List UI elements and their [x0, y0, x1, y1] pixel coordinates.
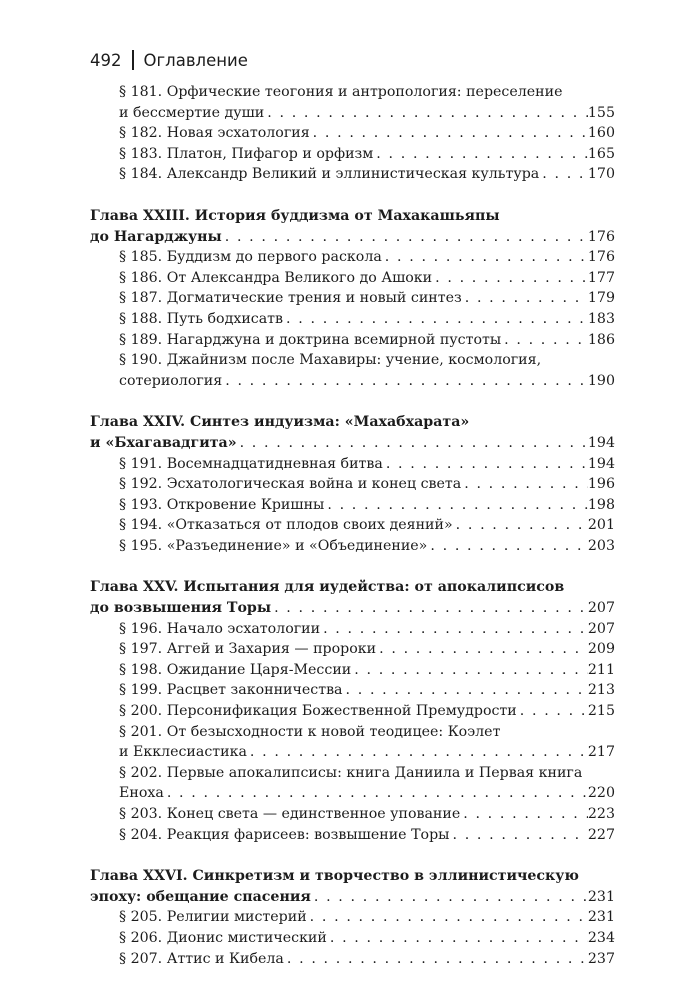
entry-text: § 192. Эсхатологическая война и конец света: [119, 476, 462, 493]
entry-line-last: [90, 907, 615, 928]
entry-line-last: [90, 515, 615, 536]
entry-line: [90, 722, 615, 743]
page-ref: 209: [587, 641, 615, 658]
entry-line-last: [90, 495, 615, 516]
entry-line-last: [90, 536, 615, 557]
toc-entry: [90, 454, 615, 475]
entry-text: до Нагарджуны: [90, 228, 222, 245]
dot-leader: [539, 164, 588, 185]
entry-line-last: [90, 928, 615, 949]
entry-text: Глава XXIV. Синтез индуизма: «Махабхарата»: [90, 414, 470, 431]
dot-leader: [460, 804, 588, 825]
entry-text: § 189. Нагарджуна и доктрина всемирной пустоты: [119, 331, 502, 348]
section-title: Оглавление: [143, 50, 248, 70]
page-ref: 186: [587, 331, 615, 348]
toc-entry: [90, 722, 615, 763]
chapter-block: [90, 412, 615, 556]
entry-text: § 190. Джайнизм после Махавиры: учение, космология,: [119, 352, 542, 369]
entry-line-last: [90, 103, 615, 124]
entry-line-last: [90, 742, 615, 763]
dot-leader: [284, 949, 588, 970]
entry-text: Глава XXIII. История буддизма от Махакашьяпы: [90, 207, 500, 224]
dot-leader: [461, 474, 588, 495]
chapter-title-line: [90, 577, 615, 598]
dot-leader: [271, 598, 588, 619]
page-ref: 227: [587, 826, 615, 843]
entry-text: § 200. Персонификация Божественной Премудрости: [119, 703, 517, 720]
entry-line-last: [90, 330, 615, 351]
toc-entry: [90, 639, 615, 660]
page-ref: 155: [587, 104, 615, 121]
entry-line-last: [90, 288, 615, 309]
chapter-block: [90, 206, 615, 391]
entry-text: § 184. Александр Великий и эллинистическая культура: [119, 166, 540, 183]
entry-text: § 186. От Александра Великого до Ашоки: [119, 269, 433, 286]
entry-text: § 202. Первые апокалипсисы: книга Даниила и Первая книга: [119, 764, 583, 781]
entry-text: Глава XXV. Испытания для иудейства: от апокалипсисов: [90, 579, 565, 596]
dot-leader: [327, 928, 588, 949]
dot-leader: [343, 680, 588, 701]
dot-leader: [247, 742, 588, 763]
entry-text: § 191. Восемнадцатидневная битва: [119, 455, 383, 472]
entry-line-last: [90, 825, 615, 846]
page-ref: 176: [587, 228, 615, 245]
dot-leader: [324, 495, 588, 516]
page-ref: 194: [587, 455, 615, 472]
entry-line: [90, 82, 615, 103]
entry-text: и «Бхагавадгита»: [90, 434, 237, 451]
toc-entry: [90, 536, 615, 557]
page-ref: 177: [587, 269, 615, 286]
toc-entry: [90, 949, 615, 970]
chapter-title: [90, 598, 615, 619]
dot-leader: [320, 619, 588, 640]
entry-text: § 196. Начало эсхатологии: [119, 620, 321, 637]
entry-text: § 181. Орфические теогония и антропология: переселение: [119, 84, 563, 100]
page-ref: 179: [587, 290, 615, 307]
toc-entry: [90, 495, 615, 516]
dot-leader: [307, 907, 588, 928]
chapter-title: [90, 433, 615, 454]
entry-line-last: [90, 639, 615, 660]
dot-leader: [427, 536, 588, 557]
entry-line-last: [90, 164, 615, 185]
dot-leader: [383, 454, 588, 475]
entry-line-last: [90, 949, 615, 970]
dot-leader: [283, 309, 588, 330]
dot-leader: [373, 144, 588, 165]
toc-entry: [90, 164, 615, 185]
page-ref: 223: [587, 806, 615, 822]
entry-text: § 188. Путь бодхисатв: [119, 310, 284, 327]
dot-leader: [222, 371, 588, 392]
entry-text: § 182. Новая эсхатология: [119, 125, 310, 142]
entry-text: § 204. Реакция фарисеев: возвышение Торы: [119, 826, 450, 843]
page-ref: 201: [587, 517, 615, 534]
entry-text: § 198. Ожидание Царя-Мессии: [119, 661, 352, 678]
entry-text: § 203. Конец света — единственное упование: [119, 806, 461, 822]
dot-leader: [264, 103, 588, 124]
entry-text: § 201. От безысходности к новой теодицее: Коэлет: [119, 723, 501, 740]
toc-entry: [90, 907, 615, 928]
chapter-block: [90, 82, 615, 185]
entry-text: § 195. «Разъединение» и «Объединение»: [119, 537, 428, 554]
dot-leader: [164, 783, 588, 804]
entry-line-last: [90, 268, 615, 289]
chapter-title-line: [90, 206, 615, 227]
chapter-title-line: [90, 412, 615, 433]
entry-text: Еноха: [119, 785, 164, 802]
dot-leader: [449, 825, 587, 846]
page-ref: 213: [587, 682, 615, 699]
toc-entry: [90, 701, 615, 722]
toc-entry: [90, 515, 615, 536]
page-ref: 207: [587, 600, 615, 617]
entry-text: до возвышения Торы: [90, 600, 272, 617]
page-ref: 211: [587, 661, 615, 678]
entry-text: § 205. Религии мистерий: [119, 909, 307, 926]
toc-entry: [90, 82, 615, 123]
toc-entry: [90, 268, 615, 289]
chapter-block: [90, 866, 615, 969]
dot-leader: [351, 660, 588, 681]
entry-line-last: [90, 680, 615, 701]
page-ref: 170: [587, 166, 615, 183]
entry-line-last: [90, 454, 615, 475]
entry-line-last: [90, 144, 615, 165]
dot-leader: [453, 515, 588, 536]
entry-text: § 185. Буддизм до первого раскола: [119, 249, 382, 266]
toc-entry: [90, 763, 615, 804]
entry-text: § 197. Аггей и Захария — пророки: [119, 641, 377, 658]
entry-text: § 207. Аттис и Кибела: [119, 950, 284, 967]
page-number: 492: [90, 50, 122, 70]
chapter-block: [90, 577, 615, 845]
dot-leader: [311, 887, 588, 908]
entry-line-last: [90, 371, 615, 392]
dot-leader: [222, 227, 588, 248]
page-ref: 220: [587, 785, 615, 802]
page-ref: 231: [587, 909, 615, 926]
dot-leader: [382, 247, 588, 268]
toc-entry: [90, 288, 615, 309]
entry-text: сотериология: [119, 372, 223, 389]
entry-text: § 206. Дионис мистический: [119, 929, 327, 946]
toc-entry: [90, 350, 615, 391]
entry-line-last: [90, 309, 615, 330]
entry-text: § 194. «Отказаться от плодов своих деяний»: [119, 517, 453, 534]
toc-entry: [90, 804, 615, 825]
toc-entry: [90, 123, 615, 144]
page-ref: 196: [587, 476, 615, 493]
page-ref: 215: [587, 703, 615, 720]
entry-line-last: [90, 783, 615, 804]
entry-line-last: [90, 619, 615, 640]
page-ref: 198: [587, 496, 615, 513]
page-ref: 231: [587, 888, 615, 905]
page-ref: 160: [587, 125, 615, 142]
toc-entry: [90, 680, 615, 701]
toc-entry: [90, 474, 615, 495]
page-ref: 217: [587, 744, 615, 761]
entry-line: [90, 763, 615, 784]
dot-leader: [432, 268, 588, 289]
dot-leader: [310, 123, 588, 144]
toc-entry: [90, 330, 615, 351]
dot-leader: [517, 701, 588, 722]
entry-line-last: [90, 123, 615, 144]
toc-entry: [90, 619, 615, 640]
page-ref: 165: [587, 145, 615, 162]
entry-text: Глава XXVI. Синкретизм и творчество в эллинистическую: [90, 868, 579, 885]
entry-text: § 193. Откровение Кришны: [119, 496, 325, 513]
toc-entry: [90, 144, 615, 165]
chapter-title: [90, 227, 615, 248]
page-ref: 203: [587, 537, 615, 554]
entry-text: § 183. Платон, Пифагор и орфизм: [119, 145, 374, 162]
entry-text: § 187. Догматические трения и новый синтез: [119, 290, 462, 307]
entry-text: эпоху: обещание спасения: [90, 888, 311, 905]
dot-leader: [237, 433, 588, 454]
page-ref: 190: [587, 372, 615, 389]
table-of-contents: [90, 82, 615, 969]
entry-line-last: [90, 474, 615, 495]
dot-leader: [376, 639, 588, 660]
entry-text: и бессмертие души: [119, 104, 265, 121]
toc-entry: [90, 309, 615, 330]
header-divider: [132, 50, 134, 70]
toc-entry: [90, 825, 615, 846]
page-ref: 207: [587, 620, 615, 637]
page-ref: 234: [587, 929, 615, 946]
chapter-title: [90, 887, 615, 908]
page-ref: 237: [587, 950, 615, 967]
page-ref: 183: [587, 310, 615, 327]
entry-line-last: [90, 701, 615, 722]
entry-text: и Екклесиастика: [119, 744, 247, 761]
page-ref: 176: [587, 249, 615, 266]
running-header: [90, 46, 248, 74]
entry-line-last: [90, 660, 615, 681]
chapter-title-line: [90, 866, 615, 887]
toc-entry: [90, 928, 615, 949]
entry-line-last: [90, 247, 615, 268]
page-ref: 194: [587, 434, 615, 451]
toc-entry: [90, 660, 615, 681]
entry-line: [90, 350, 615, 371]
toc-entry: [90, 247, 615, 268]
dot-leader: [501, 330, 588, 351]
entry-line-last: [90, 804, 615, 825]
entry-text: § 199. Расцвет законничества: [119, 682, 343, 699]
dot-leader: [462, 288, 588, 309]
